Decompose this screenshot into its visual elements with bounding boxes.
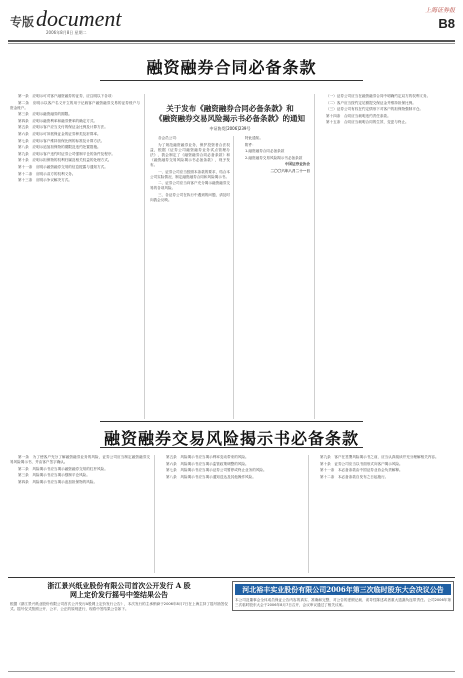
article-column-6 xyxy=(158,455,304,573)
announcement-title: 河北裕丰实业股份有限公司2006年第三次临时股东大会决议公告 xyxy=(235,584,451,595)
article-column-4 xyxy=(318,94,454,419)
paragraph: 一、证券公司应当按照本条款的要求，结合本公司实际情况，制定融资融券合同和风险揭示书。 xyxy=(150,169,230,179)
section-masthead xyxy=(10,6,122,32)
column-divider xyxy=(154,455,155,573)
announcement-right xyxy=(232,581,454,611)
paragraph: 第一条 为了使客户充分了解融资融券业务的风险，证券公司应当制定融资融券交易风险揭示书，并由客户签字确认。 xyxy=(10,455,150,465)
announcement-left xyxy=(10,581,228,612)
paragraph: （一）证券公司应当在融资融券合同中明确约定双方的权利义务。 xyxy=(326,94,431,98)
page-header xyxy=(0,0,463,46)
header-rule-thin xyxy=(8,43,455,44)
paragraph: 三、各证券公司在执行中遇到的问题，请及时向我会反映。 xyxy=(150,192,230,203)
paragraph: （三）证券公司有权在约定情形下对客户的担保物强制平仓。 xyxy=(326,107,424,112)
paragraph: 第八条 风险揭示书应当揭示通知送达及其他操作风险。 xyxy=(166,474,256,479)
announcement-body: 根据《浙江景兴纸业股份有限公司首次公开发行A股网上定价发行公告》，本次发行的主承销商于2006年8月7日在上海主持了摇号抽签仪式。摇号仪式按照公开、公平、公正的原则进行，现将中签结果公告如下。 xyxy=(10,602,228,611)
article-column-5 xyxy=(10,455,150,573)
paragraph: 第十五条 合同应当载明合同的生效、变更与终止。 xyxy=(326,120,409,125)
paragraph: 第一条 应明示可对客户融资融券的证券，应注明以下各项： xyxy=(18,94,116,98)
paragraph: 第五条 应明示客户应当支付的保证金比例及计算方法。 xyxy=(18,125,108,130)
signature: 中国证券业协会 xyxy=(284,162,310,167)
paragraph: 第二条 应明示以客户名义开立的用于记载客户融资融券交易的证券账户与资金账户。 xyxy=(10,100,140,110)
paragraph: 第十二条 应明示双方的权利义务。 xyxy=(18,171,76,176)
paragraph: 第六条 风险揭示书应当揭示监管政策调整的风险。 xyxy=(166,461,249,466)
headline-top: 融资融券合同必备条款 xyxy=(146,58,317,77)
column-divider xyxy=(314,94,315,419)
section-label-en: document xyxy=(36,6,122,31)
paragraph: 第七条 风险揭示书应当揭示证券公司暂停或终止业务的风险。 xyxy=(166,468,267,473)
article-column-3 xyxy=(237,136,310,419)
signature-date: 二〇〇六年八月二十一日 xyxy=(270,168,310,173)
header-rule xyxy=(8,40,455,42)
headline-middle: 融资融券交易风险揭示书必备条款 xyxy=(103,429,359,448)
article-column-2 xyxy=(150,136,230,419)
article-column-1 xyxy=(10,94,140,419)
paragraph: 第二条 风险揭示书应当揭示融资融券交易的杠杆风险。 xyxy=(18,466,108,471)
notice-number: 中证协发[2006]239号 xyxy=(209,126,251,131)
paragraph: 第三条 应明示融资融券的期限。 xyxy=(18,112,72,117)
paragraph: 1.融资融券合同必备条款 xyxy=(245,149,285,154)
paragraph: 为了规范融资融券业务，保护投资者合法权益，根据《证券公司融资融券业务试点管理办法》，我会制定了《融资融券合同必备条款》和《融资融券交易风险揭示书必备条款》，现予发布。 xyxy=(150,142,230,167)
notice-title-line1: 关于发布《融资融券合同必备条款》和 xyxy=(166,104,294,113)
notice-heading xyxy=(150,104,310,132)
paragraph: 附件： xyxy=(245,142,256,147)
notice-title-line2: 《融资融券交易风险揭示书必备条款》的通知 xyxy=(155,114,305,123)
paragraph: 第九条 客户在签署风险揭示书之前，应当认真阅读并充分理解相关内容。 xyxy=(320,455,439,459)
paragraph: 第十四条 合同应当载明违约责任条款。 xyxy=(326,113,391,118)
masthead-right xyxy=(425,5,455,31)
column-divider xyxy=(233,136,234,419)
paragraph: 第六条 应明示可冲抵保证金的证券种类及折算率。 xyxy=(18,132,101,137)
paragraph: 第七条 应明示客户维持担保比例的标准及计算方法。 xyxy=(18,138,105,143)
paragraph: 各会员公司： xyxy=(158,136,180,140)
footer-rule xyxy=(8,671,455,672)
newspaper-logo: 上海证券报 xyxy=(424,7,455,14)
paragraph: 第八条 应明示追加担保物的期限及违约处置措施。 xyxy=(18,145,101,150)
column-divider xyxy=(144,94,145,419)
paragraph: 第十条 应明示担保物的权利归属及相关权益的处理方式。 xyxy=(18,158,112,163)
headline-rule xyxy=(100,421,363,422)
announcement-body: 本公司及董事会全体成员保证公告内容的真实、准确和完整，对公告的虚假记载、误导性陈述或者重大遗漏负连带责任。公司2006年第三次临时股东大会于2006年8月7日召开，会议审议通过了相关议案。 xyxy=(235,598,451,607)
headline-rule xyxy=(100,80,363,81)
paragraph: 第十三条 应明示争议解决方式。 xyxy=(18,178,72,183)
announcement-box xyxy=(232,581,454,611)
paragraph: 第十条 证券公司应当以书面形式向客户揭示风险。 xyxy=(320,461,403,466)
paragraph: 第十二条 本必备条款自发布之日起施行。 xyxy=(320,474,389,479)
paragraph: 第四条 风险揭示书应当揭示追加担保物的风险。 xyxy=(18,479,98,484)
paragraph: 二、证券公司应当向客户充分揭示融资融券交易的各项风险。 xyxy=(150,181,230,191)
paragraph: 第三条 风险揭示书应当揭示强制平仓风险。 xyxy=(18,473,90,478)
issue-date: 2006年8月8日 星期二 xyxy=(46,30,87,35)
paragraph: 第十一条 应明示融资融券交易的信息披露与通知方式。 xyxy=(18,165,108,170)
paragraph: 2.融资融券交易风险揭示书必备条款 xyxy=(245,155,303,160)
article-column-7 xyxy=(312,455,454,573)
paragraph: 第五条 风险揭示书应当揭示利率变动带来的风险。 xyxy=(166,455,249,459)
ads-rule xyxy=(8,577,455,578)
headline-rule xyxy=(100,447,363,448)
page-number: B8 xyxy=(438,16,455,31)
paragraph: 第十一条 本必备条款由中国证券业协会负责解释。 xyxy=(320,468,403,473)
paragraph: （二）客户应当按约定足额提交保证金并维持担保比例。 xyxy=(326,100,416,105)
paragraph: 特此通知。 xyxy=(245,136,263,140)
paragraph: 第四条 应明示融资利率和融券费率的确定方式。 xyxy=(18,118,98,123)
paragraph: 第九条 应明示客户违约时证券公司强制平仓的条件及程序。 xyxy=(18,151,116,156)
announcement-title-line1: 浙江景兴纸业股份有限公司首次公开发行 A 股 xyxy=(47,581,191,590)
column-divider xyxy=(308,455,309,573)
announcement-title-line2: 网上定价发行摇号中签结果公告 xyxy=(70,590,168,599)
section-label-zh: 专版 xyxy=(10,15,35,29)
